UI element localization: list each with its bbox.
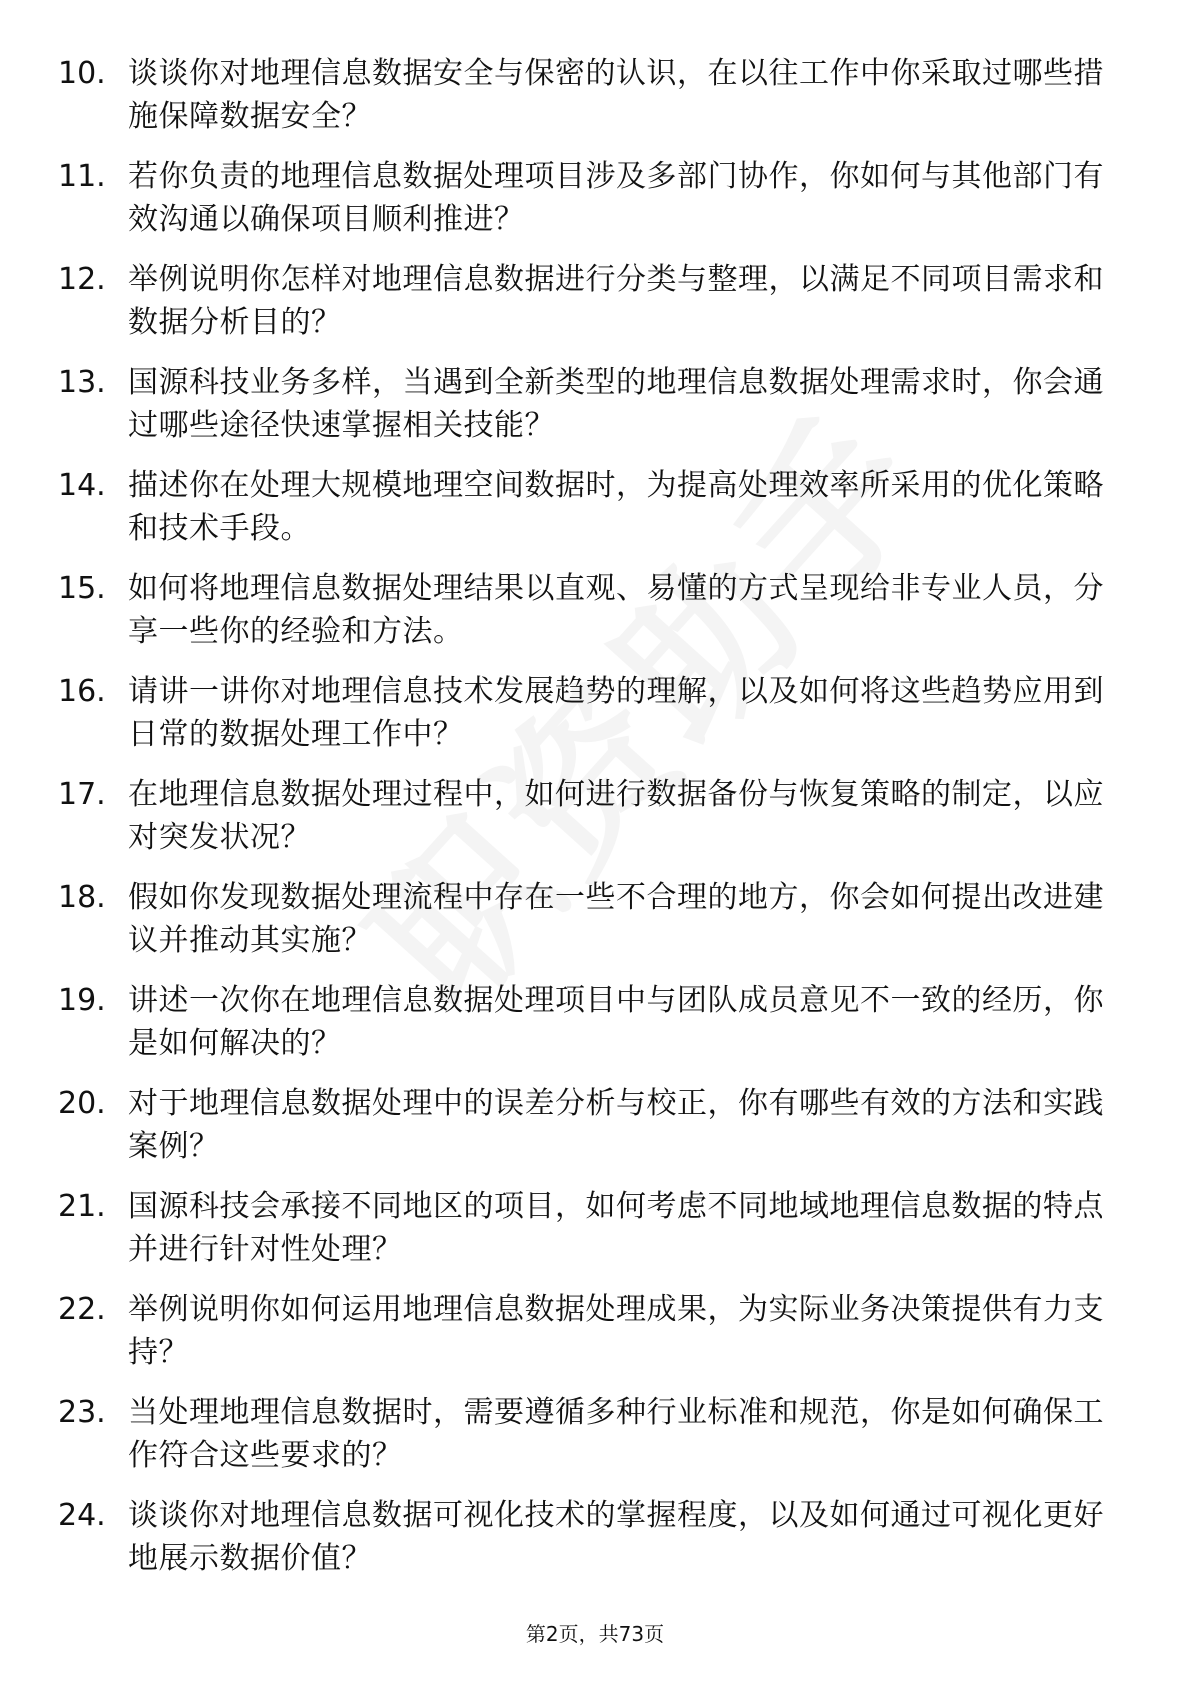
question-item (58, 1288, 1118, 1391)
question-number: 12. (58, 262, 106, 297)
question-text: 若你负责的地理信息数据处理项目涉及多部门协作，你如何与其他部门有效沟通以确保项目顺利推进？ (128, 159, 1104, 237)
question-item (58, 773, 1118, 876)
question-number: 19. (58, 983, 106, 1018)
question-item (58, 979, 1118, 1082)
question-number: 20. (58, 1086, 106, 1121)
question-number: 15. (58, 571, 106, 606)
question-text: 假如你发现数据处理流程中存在一些不合理的地方，你会如何提出改进建议并推动其实施？ (128, 880, 1104, 958)
question-text: 如何将地理信息数据处理结果以直观、易懂的方式呈现给非专业人员，分享一些你的经验和方法。 (128, 571, 1104, 649)
question-number: 24. (58, 1498, 106, 1533)
question-number: 23. (58, 1395, 106, 1430)
question-text: 在地理信息数据处理过程中，如何进行数据备份与恢复策略的制定，以应对突发状况？ (128, 777, 1104, 855)
question-number: 22. (58, 1292, 106, 1327)
question-item (58, 876, 1118, 979)
question-text: 当处理地理信息数据时，需要遵循多种行业标准和规范，你是如何确保工作符合这些要求的？ (128, 1395, 1104, 1473)
question-text: 举例说明你如何运用地理信息数据处理成果，为实际业务决策提供有力支持？ (128, 1292, 1104, 1370)
question-item (58, 155, 1118, 258)
question-item (58, 1391, 1118, 1494)
question-item (58, 464, 1118, 567)
question-item (58, 1185, 1118, 1288)
question-text: 讲述一次你在地理信息数据处理项目中与团队成员意见不一致的经历，你是如何解决的？ (128, 983, 1104, 1061)
question-list (58, 52, 1118, 1597)
question-item (58, 361, 1118, 464)
question-item (58, 52, 1118, 155)
page-number: 第2页，共73页 (525, 1622, 665, 1646)
question-text: 谈谈你对地理信息数据可视化技术的掌握程度，以及如何通过可视化更好地展示数据价值？ (128, 1498, 1104, 1576)
question-item (58, 258, 1118, 361)
question-item (58, 567, 1118, 670)
question-text: 国源科技业务多样，当遇到全新类型的地理信息数据处理需求时，你会通过哪些途径快速掌握相关技能？ (128, 365, 1104, 443)
question-text: 请讲一讲你对地理信息技术发展趋势的理解，以及如何将这些趋势应用到日常的数据处理工作中？ (128, 674, 1104, 752)
question-item (58, 1082, 1118, 1185)
question-number: 13. (58, 365, 106, 400)
question-number: 21. (58, 1189, 106, 1224)
question-number: 10. (58, 56, 106, 91)
question-text: 描述你在处理大规模地理空间数据时，为提高处理效率所采用的优化策略和技术手段。 (128, 468, 1104, 546)
question-text: 举例说明你怎样对地理信息数据进行分类与整理，以满足不同项目需求和数据分析目的？ (128, 262, 1104, 340)
question-item (58, 1494, 1118, 1597)
question-number: 18. (58, 880, 106, 915)
question-number: 17. (58, 777, 106, 812)
question-text: 对于地理信息数据处理中的误差分析与校正，你有哪些有效的方法和实践案例？ (128, 1086, 1104, 1164)
question-number: 16. (58, 674, 106, 709)
question-text: 国源科技会承接不同地区的项目，如何考虑不同地域地理信息数据的特点并进行针对性处理？ (128, 1189, 1104, 1267)
question-text: 谈谈你对地理信息数据安全与保密的认识，在以往工作中你采取过哪些措施保障数据安全？ (128, 56, 1104, 134)
question-item (58, 670, 1118, 773)
question-number: 11. (58, 159, 106, 194)
question-number: 14. (58, 468, 106, 503)
page-footer (0, 1618, 1190, 1647)
